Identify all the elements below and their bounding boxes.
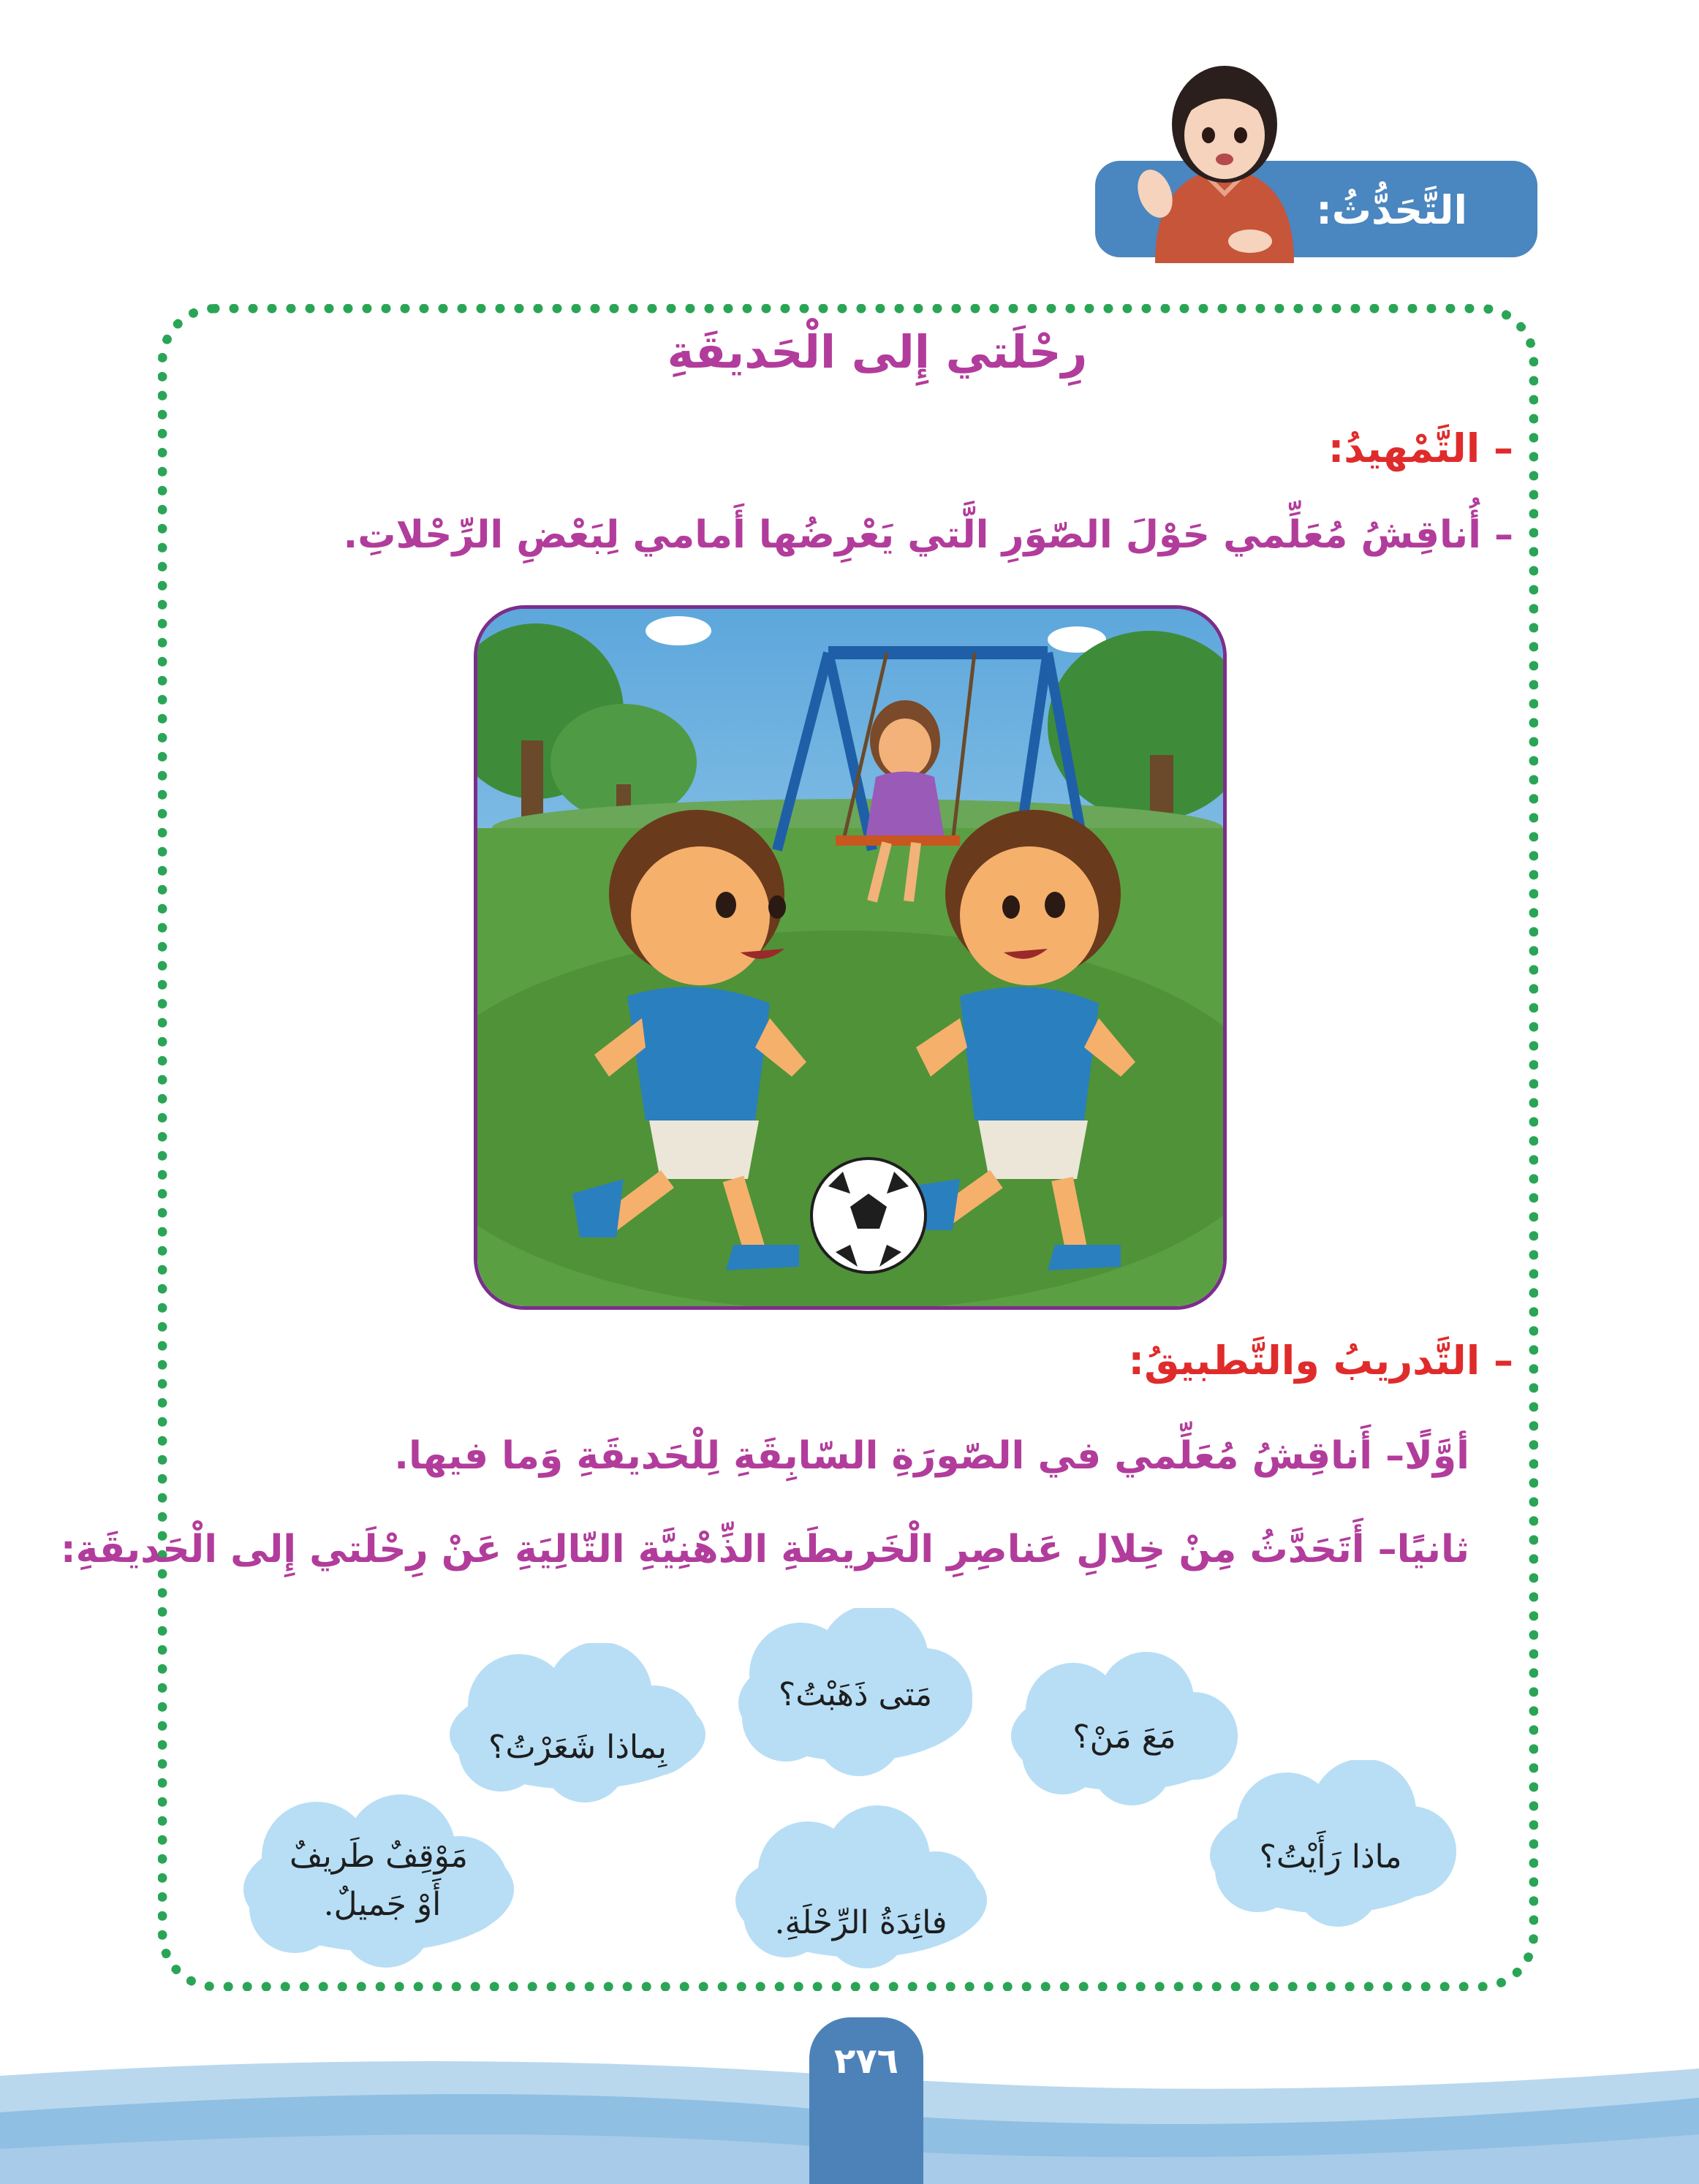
cloud-with-whom-text: مَعَ مَنْ؟: [1072, 1718, 1176, 1756]
cloud-feeling: [439, 1643, 716, 1804]
intro-heading: – التَّمْهيدُ:: [1328, 425, 1513, 471]
section-tab-label: التَّحَدُّثُ:: [1316, 187, 1467, 233]
cloud-when: [727, 1608, 983, 1776]
cloud-funny-moment: [232, 1794, 525, 1970]
speaking-girl-illustration: [1126, 66, 1323, 263]
cloud-funny-line2: أَوْ جَميلٌ.: [323, 1886, 442, 1923]
second-item: ثانيًا– أَتَحَدَّثُ مِنْ خِلالِ عَناصِرِ الْخَريطَةِ الذِّهْنِيَّةِ التّالِيَةِ عَنْ رِحْلَتي إِلى الْحَديقَةِ:: [60, 1528, 1469, 1571]
cloud-feeling-text: بِماذا شَعَرْتُ؟: [488, 1729, 667, 1766]
lesson-title: رِحْلَتي إِلى الْحَديقَةِ: [667, 325, 1088, 379]
cloud-funny-line1: مَوْقِفٌ طَريفٌ: [290, 1838, 468, 1875]
cloud-when-text: مَتى ذَهَبْتُ؟: [778, 1676, 933, 1713]
park-scene-image: [474, 605, 1227, 1310]
first-item: أوَّلًا– أَناقِشُ مُعَلِّمي في الصّورَةِ السّابِقَةِ لِلْحَديقَةِ وَما فيها.: [394, 1434, 1469, 1478]
intro-text: – أُناقِشُ مُعَلِّمي حَوْلَ الصّوَرِ الَّتي يَعْرِضُها أَمامي لِبَعْضِ الرِّحْلاتِ.: [343, 513, 1513, 557]
cloud-benefit-text: فائِدَةُ الرِّحْلَةِ.: [774, 1904, 947, 1941]
cloud-seen-text: ماذا رَأَيْتُ؟: [1259, 1838, 1402, 1876]
practice-heading: – التَّدريبُ والتَّطبيقُ:: [1128, 1338, 1513, 1384]
page-number: ٢٧٦: [834, 2041, 898, 2082]
cloud-seen: [1199, 1760, 1462, 1928]
cloud-benefit: [724, 1805, 998, 1970]
